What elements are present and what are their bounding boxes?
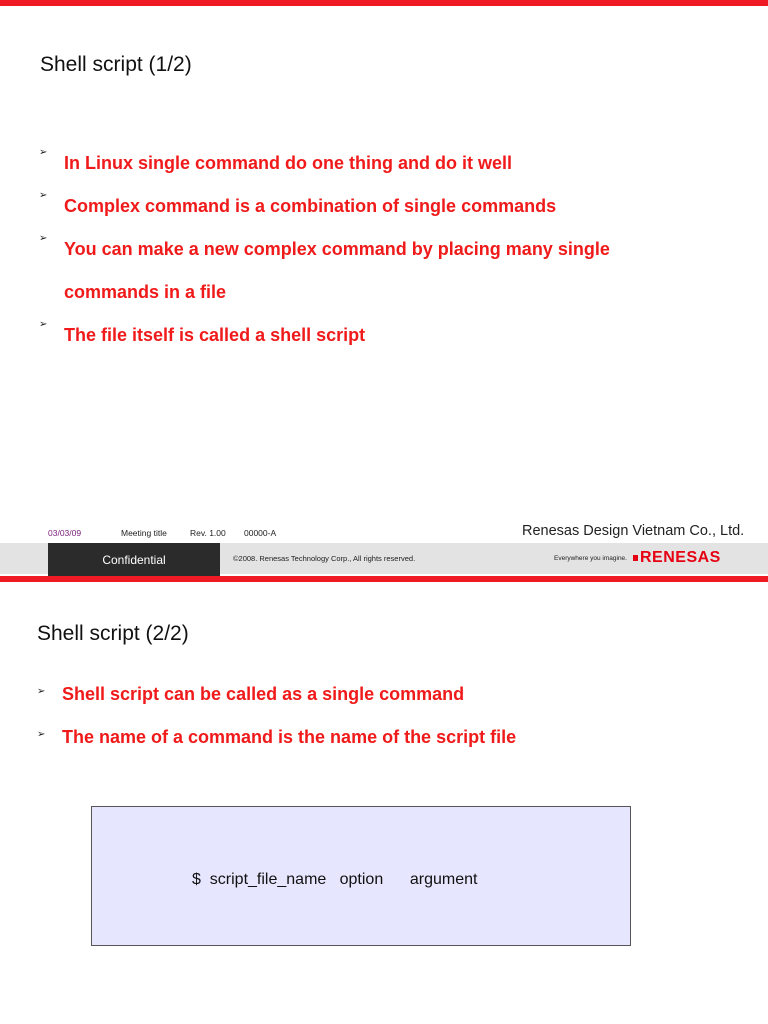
command-example-box — [91, 806, 631, 946]
logo-text: RENESAS — [640, 549, 721, 566]
confidential-box — [48, 543, 220, 576]
footer-revision: Rev. 1.00 — [190, 528, 226, 538]
list-item — [39, 314, 704, 357]
logo-mark-icon — [633, 555, 638, 561]
bullet-text: In Linux single command do one thing and do it well — [64, 153, 513, 173]
footer-meeting-title: Meeting title — [121, 528, 167, 538]
bullet-arrow-icon: ➢ — [39, 147, 48, 158]
slide-title: Shell script (2/2) — [37, 622, 189, 645]
bullet-text: The name of a command is the name of the script file — [62, 727, 517, 747]
list-item — [39, 228, 704, 314]
bullet-list — [37, 682, 702, 768]
slide-title: Shell script (1/2) — [40, 53, 192, 76]
bullet-text: Shell script can be called as a single command — [62, 684, 465, 704]
list-item — [37, 725, 702, 749]
list-item — [37, 682, 702, 706]
bullet-text: The file itself is called a shell script — [64, 325, 366, 345]
command-example-text: $ script_file_name option argument — [192, 871, 478, 888]
bullet-text: Complex command is a combination of single commands — [64, 196, 557, 216]
company-tagline: Everywhere you imagine. — [554, 555, 627, 562]
renesas-logo — [633, 549, 721, 567]
list-item — [39, 185, 704, 228]
footer-date: 03/03/09 — [48, 528, 82, 538]
footer-doc-code: 00000-A — [244, 528, 277, 538]
bullet-arrow-icon: ➢ — [37, 686, 46, 697]
copyright-text: ©2008. Renesas Technology Corp., All rights reserved. — [233, 554, 416, 563]
bullet-text: You can make a new complex command by placing many single commands in a file — [64, 239, 610, 302]
list-item — [39, 142, 704, 185]
slide-2 — [0, 580, 768, 1024]
confidential-label: Confidential — [102, 553, 166, 567]
bullet-list — [39, 142, 704, 357]
bullet-arrow-icon: ➢ — [39, 233, 48, 244]
bullet-arrow-icon: ➢ — [39, 319, 48, 330]
footer-company-name: Renesas Design Vietnam Co., Ltd. — [522, 523, 745, 539]
bullet-arrow-icon: ➢ — [39, 190, 48, 201]
bullet-arrow-icon: ➢ — [37, 729, 46, 740]
